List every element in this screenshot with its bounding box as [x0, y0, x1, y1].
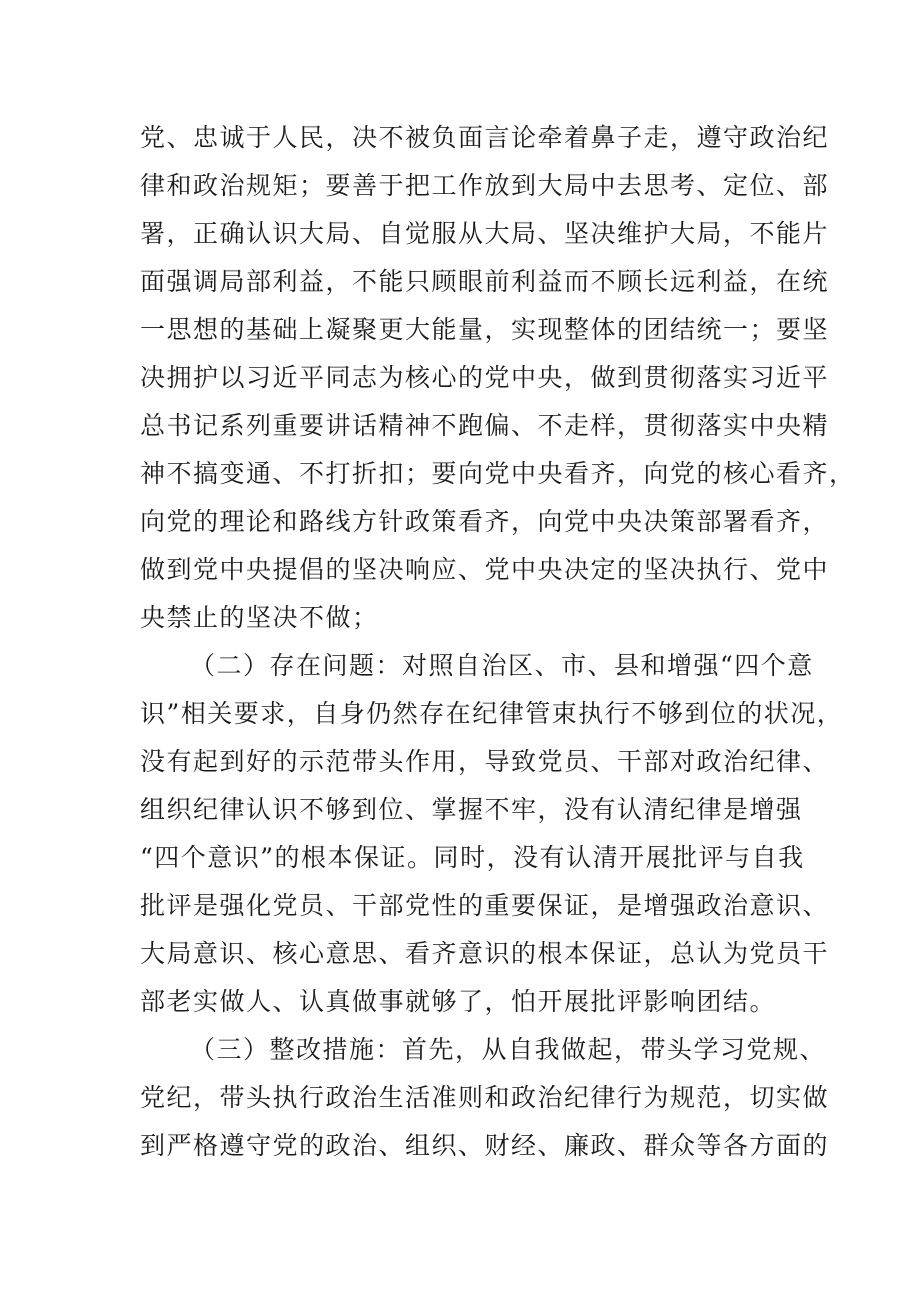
text-line: 面强调局部利益，不能只顾眼前利益而不顾长远利益，在统 — [140, 267, 830, 296]
section-heading-line: （三）整改措施：首先，从自我做起，带头学习党规、 — [190, 1035, 827, 1064]
text-line: 组织纪律认识不够到位、掌握不牢，没有认清纪律是增强 — [140, 795, 803, 824]
text-line: 央禁止的坚决不做； — [140, 603, 379, 632]
text-line: 党、忠诚于人民，决不被负面言论牵着鼻子走，遵守政治纪 — [140, 123, 830, 152]
text-line: 到严格遵守党的政治、组织、财经、廉政、群众等各方面的 — [140, 1131, 830, 1160]
text-line: “四个意识”的根本保证。同时，没有认清开展批评与自我 — [140, 843, 805, 872]
section-heading-line: （二）存在问题：对照自治区、市、县和增强“四个意 — [190, 651, 814, 680]
text-line: 署，正确认识大局、自觉服从大局、坚决维护大局，不能片 — [140, 219, 830, 248]
text-line: 决拥护以习近平同志为核心的党中央，做到贯彻落实习近平 — [140, 363, 830, 392]
text-line: 识”相关要求，自身仍然存在纪律管束执行不够到位的状况， — [140, 699, 844, 728]
text-line: 向党的理论和路线方针政策看齐，向党中央决策部署看齐， — [140, 507, 830, 536]
text-line: 大局意识、核心意思、看齐意识的根本保证，总认为党员干 — [140, 939, 830, 968]
text-line: 部老实做人、认真做事就够了，怕开展批评影响团结。 — [140, 987, 777, 1016]
text-line: 做到党中央提倡的坚决响应、党中央决定的坚决执行、党中 — [140, 555, 830, 584]
text-line: 律和政治规矩；要善于把工作放到大局中去思考、定位、部 — [140, 171, 830, 200]
text-line: 一思想的基础上凝聚更大能量，实现整体的团结统一；要坚 — [140, 315, 830, 344]
text-line: 没有起到好的示范带头作用，导致党员、干部对政治纪律、 — [140, 747, 830, 776]
text-line: 党纪，带头执行政治生活准则和政治纪律行为规范，切实做 — [140, 1083, 830, 1112]
text-line: 神不搞变通、不打折扣；要向党中央看齐，向党的核心看齐， — [140, 459, 856, 488]
text-line: 总书记系列重要讲话精神不跑偏、不走样，贯彻落实中央精 — [140, 411, 830, 440]
text-line: 批评是强化党员、干部党性的重要保证，是增强政治意识、 — [140, 891, 830, 920]
